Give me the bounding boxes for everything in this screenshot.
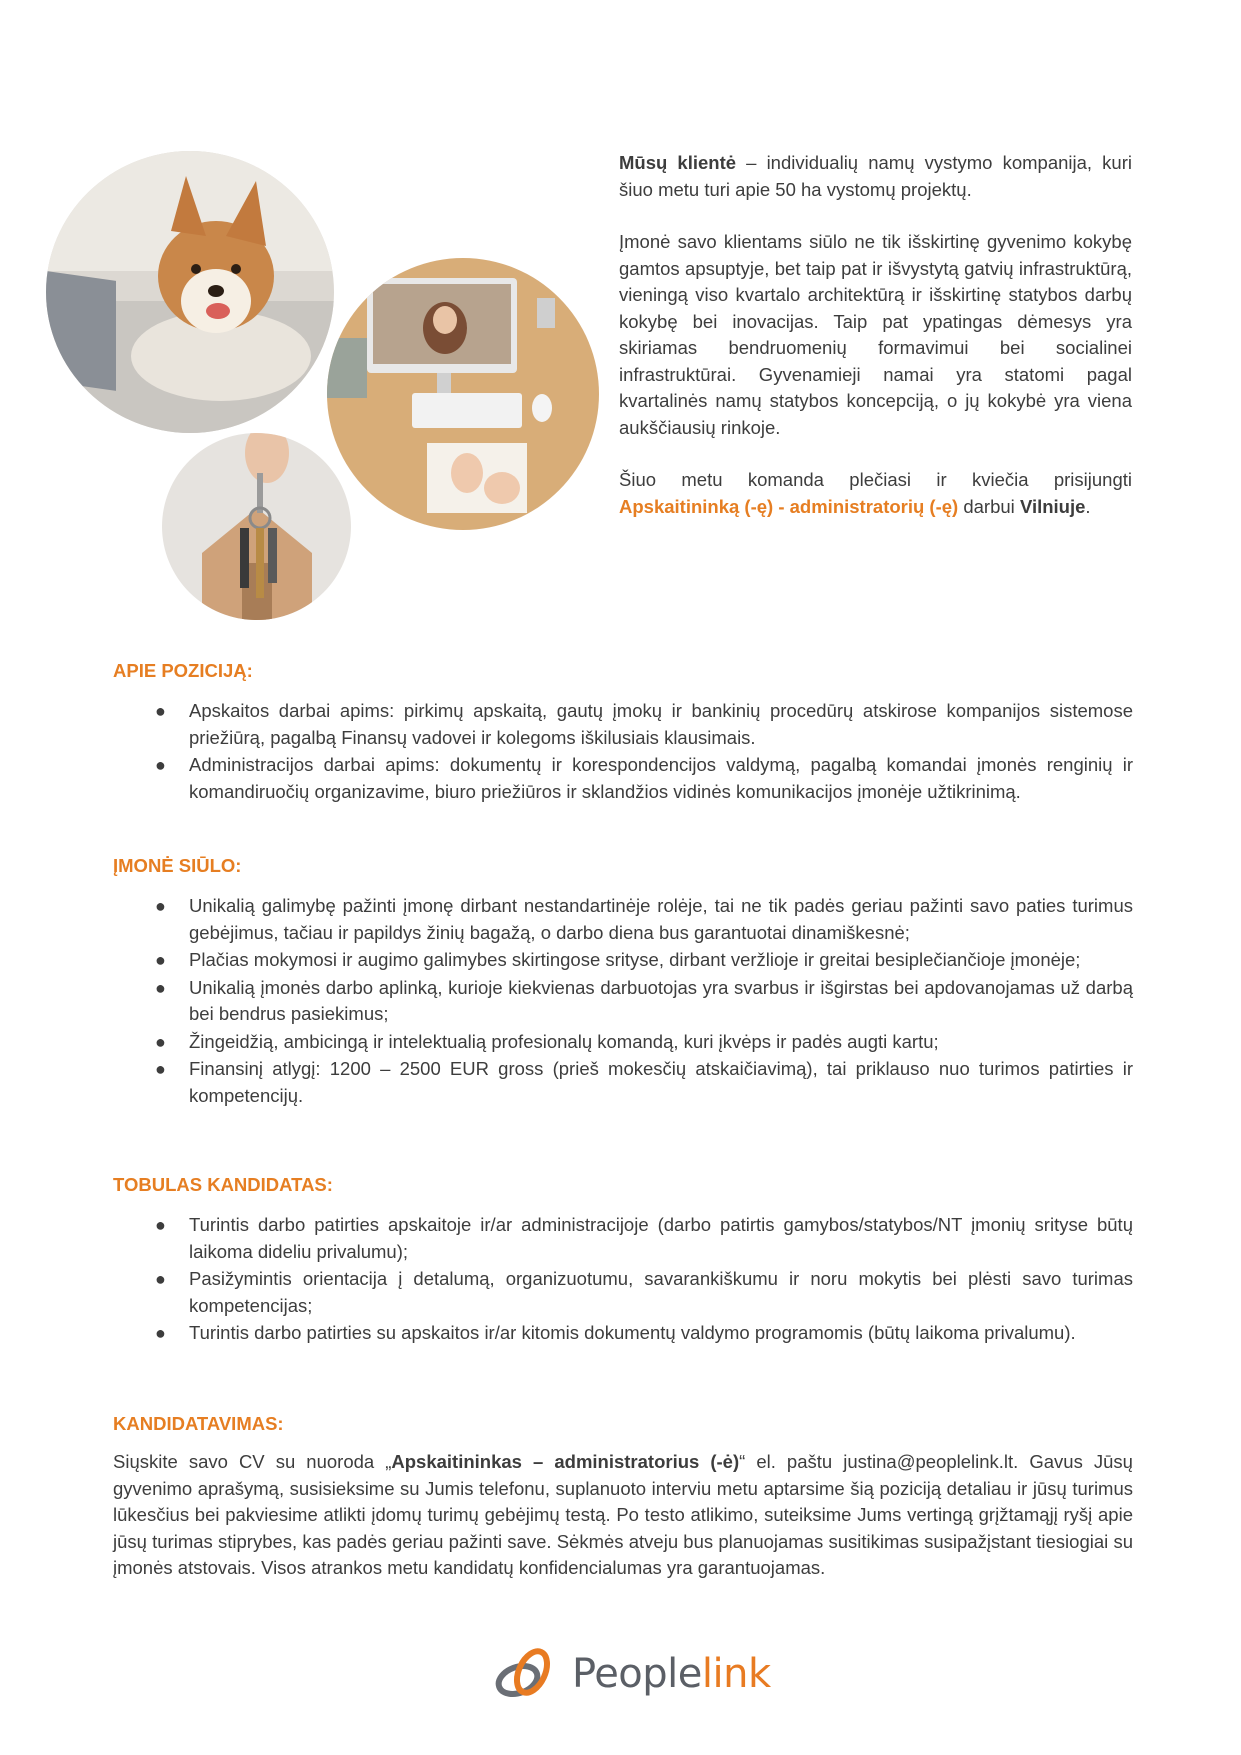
list-item: ● Apskaitos darbai apims: pirkimų apskaitą, gautų įmokų ir bankinių procedūrų atskirose kompanijos sistemose priežiūrą, pagalbą Finansų vadovei ir kolegoms iškilusiais klausimais. xyxy=(155,700,1133,748)
bullet-icon: ● xyxy=(155,950,166,970)
bullet-icon: ● xyxy=(155,896,166,916)
job-title: Apskaitininką (-ę) - administratorių (-ę) xyxy=(619,495,959,517)
bullet-icon: ● xyxy=(155,1323,166,1343)
intro-paragraph-1 xyxy=(619,150,1132,203)
section-ideal-candidate xyxy=(113,1172,1133,1348)
bullet-icon: ● xyxy=(155,701,166,721)
bullet-icon: ● xyxy=(155,1215,166,1235)
corgi-photo xyxy=(46,151,334,433)
bullet-list xyxy=(113,893,1133,1109)
bullet-icon: ● xyxy=(155,755,166,775)
list-item: ● Turintis darbo patirties su apskaitos ir/ar kitomis dokumentų valdymo programomis (būtų laikoma privalumu). xyxy=(113,1320,1133,1347)
section-about-position xyxy=(113,658,1133,806)
intro-paragraph-2: Įmonė savo klientams siūlo ne tik išskirtinę gyvenimo kokybę gamtos apsuptyje, bet taip pat ir išvystytą gatvių infrastruktūrą, vieningą viso kvartalo architektūrą ir išskirtinę statybos darbų kokybę bei inovacijas. Taip pat ypatingas dėmesys yra skiriamas bendruomenių formavimui bei socialinei infrastruktūrai. Gyvenamieji namai yra statomi pagal kvartalinės namų statybos koncepciją, o jų kokybė yra viena aukščiausių rinkoje. xyxy=(619,231,1132,438)
section-title: APIE POZICIJĄ: xyxy=(113,660,253,681)
application-reference: Apskaitininkas – administratorius (-ė) xyxy=(391,1451,740,1472)
section-title: ĮMONĖ SIŪLO: xyxy=(113,855,242,876)
peoplelink-wordmark: Peoplelink xyxy=(572,1651,771,1697)
list-item: ● Turintis darbo patirties apskaitoje ir/ar administracijoje (darbo patirtis gamybos/statybos/NT įmonių srityse būtų laikoma dideliu privalumu); xyxy=(155,1214,1133,1262)
list-item: ● Žingeidžią, ambicingą ir intelektualią profesionalų komandą, kuri įkvėps ir padės augti kartu; xyxy=(113,1029,1133,1056)
bullet-icon: ● xyxy=(155,1059,166,1079)
bullet-list xyxy=(113,1212,1133,1347)
job-city: Vilniuje xyxy=(1019,495,1086,517)
list-item: ● Pasižymintis orientacija į detalumą, organizuotumu, savarankiškumu ir noru mokytis bei plėsti savo turimas kompetencijas; xyxy=(155,1268,1133,1316)
house-keys-photo xyxy=(162,433,351,620)
client-description: – individualių namų vystymo kompanija, kuri šiuo metu turi apie 50 ha vystomų projektų. xyxy=(619,152,1132,200)
invite-mid: darbui xyxy=(958,495,1020,517)
bullet-icon: ● xyxy=(155,1269,166,1289)
list-item: ● Unikalią galimybę pažinti įmonę dirbant nestandartinėje rolėje, tai ne tik padės geriau pažinti savo paties turimus gebėjimus, tačiau ir papildys žinių bagažą, o darbo diena bus garantuotai dinamiškesnė; xyxy=(155,895,1133,943)
section-application xyxy=(113,1411,1133,1582)
list-item: ● Administracijos darbai apims: dokumentų ir korespondencijos valdymą, pagalbą komandai įmonės renginių ir komandiruočių organizavime, biuro priežiūros ir sklandžios vidinės komunikacijos įmonėje užtikrinimą. xyxy=(155,754,1133,802)
client-lead: Mūsų klientė xyxy=(619,152,737,173)
application-text: Siųskite savo CV su nuoroda „Apskaitininkas – administratorius (-ė)“ el. paštu justina@peoplelink.lt. Gavus Jūsų gyvenimo aprašymą, susisieksime su Jumis telefonu, suplanuoto interviu metu aptarsime šią poziciją detaliau ir jūsų turimus lūkesčius bei pakviesime atlikti įdomų turimų gebėjimų testą. Po testo atlikimo, suteiksime Jums vertingą grįžtamąjį ryšį apie jūsų turimas stiprybes, kas padės geriau pažinti save. Sėkmės atveju bus planuojamas susitikimas susipažįstant tiesiogiai su įmonės atstovais. Visos atrankos metu kandidatų konfidencialumas yra garantuojamas. xyxy=(113,1451,1133,1578)
intro-block xyxy=(619,150,1132,546)
section-title: TOBULAS KANDIDATAS: xyxy=(113,1174,333,1195)
intro-paragraph-3 xyxy=(619,467,1132,520)
list-item: ● Finansinį atlygį: 1200 – 2500 EUR gross (prieš mokesčių atskaičiavimą), tai priklauso nuo turimos patirties ir kompetencijų. xyxy=(155,1058,1133,1106)
peoplelink-logo-icon xyxy=(490,1640,560,1710)
video-call-desk-photo xyxy=(327,258,599,530)
list-item: ● Plačias mokymosi ir augimo galimybes skirtingose srityse, dirbant veržlioje ir greitai besiplečiančioje įmonėje; xyxy=(113,947,1133,974)
bullet-icon: ● xyxy=(155,1031,166,1052)
bullet-icon: ● xyxy=(155,977,166,998)
peoplelink-logo xyxy=(490,1640,771,1710)
list-item: ● Unikalią įmonės darbo aplinką, kurioje kiekvienas darbuotojas yra svarbus ir išgirstas bei apdovanojamas už darbą bei bendrus pasiekimus; xyxy=(155,976,1133,1024)
bullet-list xyxy=(113,698,1133,805)
section-company-offers xyxy=(113,853,1133,1110)
invite-end: . xyxy=(1085,495,1091,517)
invite-text: Šiuo metu komanda plečiasi ir kviečia prisijungti xyxy=(619,469,1132,490)
section-title: KANDIDATAVIMAS: xyxy=(113,1413,284,1434)
